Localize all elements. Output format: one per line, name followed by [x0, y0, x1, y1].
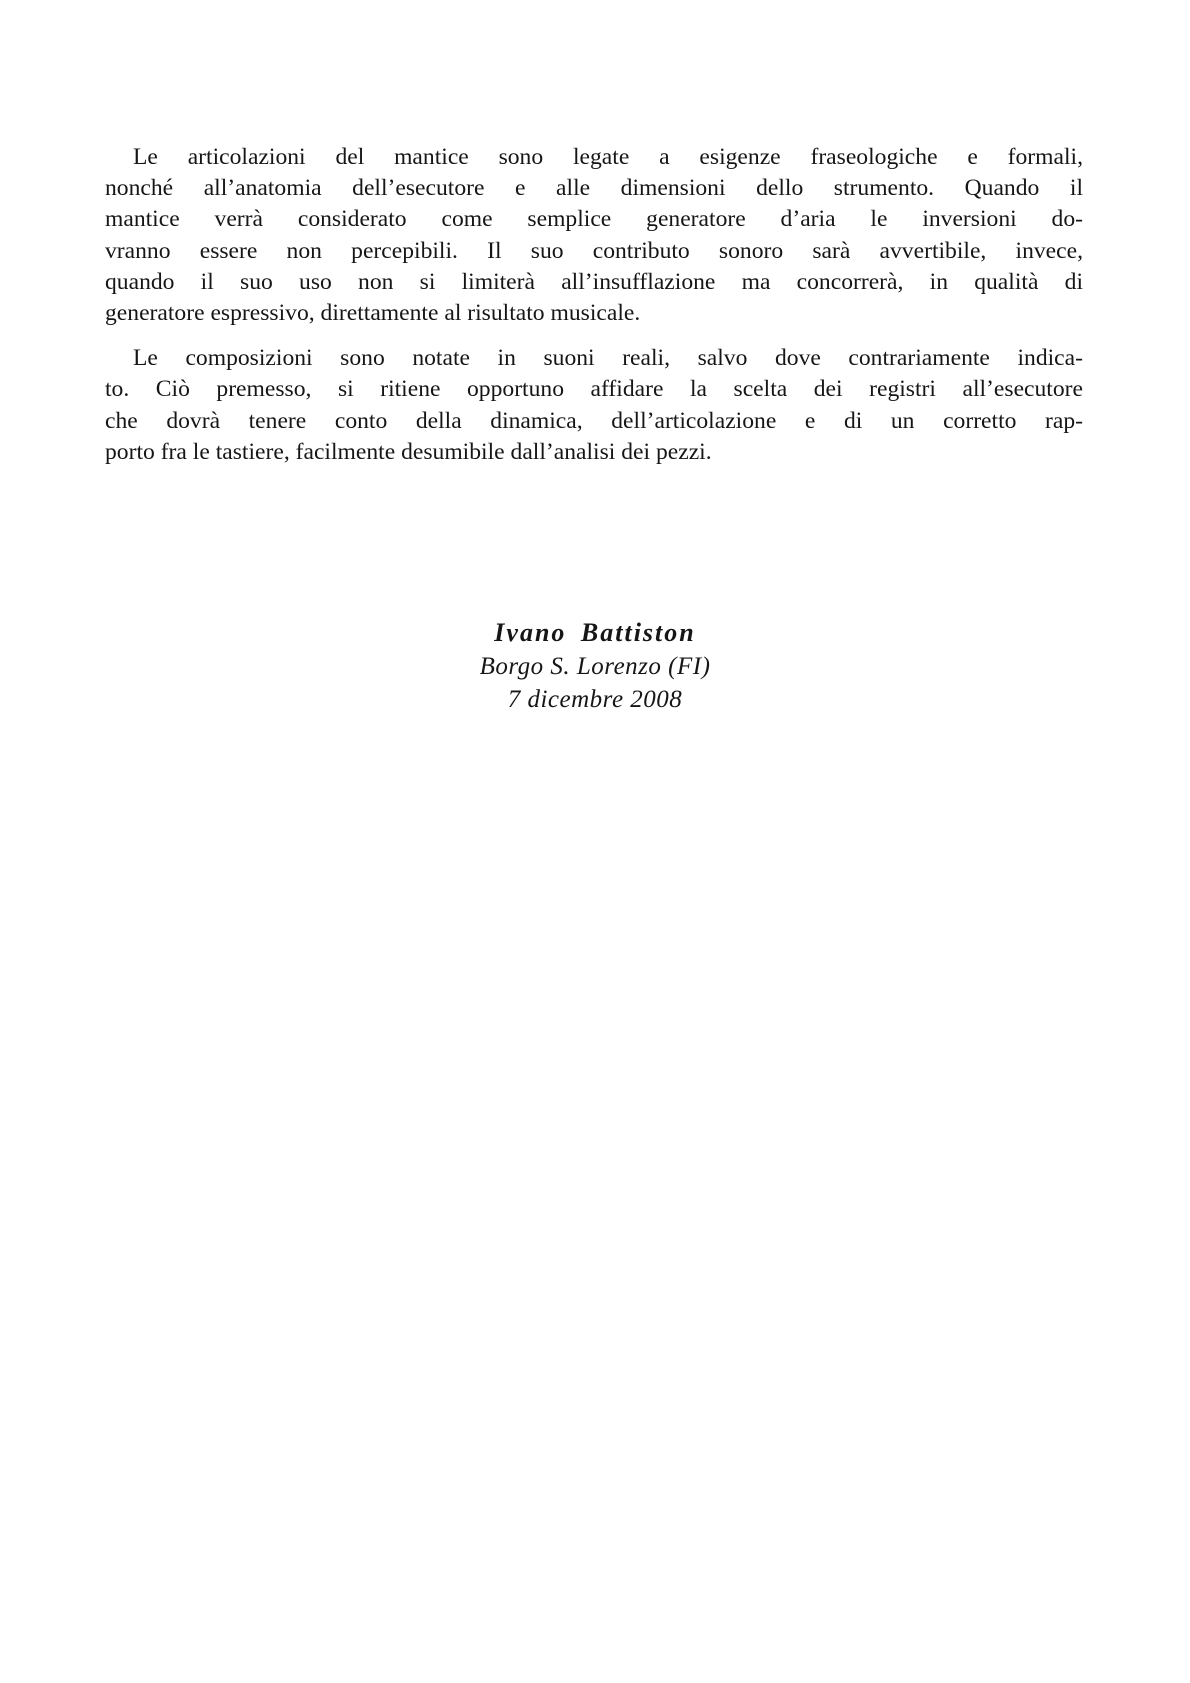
- text-line: generatore espressivo, direttamente al risultato musicale.: [105, 300, 641, 327]
- signature-place: Borgo S. Lorenzo (FI): [479, 653, 711, 680]
- body-text: [105, 142, 1083, 468]
- author-name: Ivano Battiston: [494, 618, 696, 647]
- text-line: che dovrà tenere conto della dinamica, dell’articolazione e di un corretto rap-: [105, 407, 1083, 434]
- signature-date: 7 dicembre 2008: [507, 686, 683, 713]
- text-line: Le composizioni sono notate in suoni reali, salvo dove contrariamente indica-: [133, 345, 1083, 372]
- paragraph-bellows-articulation: [105, 142, 1083, 329]
- text-line: porto fra le tastiere, facilmente desumibile dall’analisi dei pezzi.: [105, 438, 712, 465]
- text-line: vranno essere non percepibili. Il suo contributo sonoro sarà avvertibile, invece,: [105, 237, 1083, 264]
- text-line: Le articolazioni del mantice sono legate a esigenze fraseologiche e formali,: [133, 144, 1083, 170]
- signature-block: [0, 616, 1190, 716]
- text-line: nonché all’anatomia dell’esecutore e alle dimensioni dello strumento. Quando il: [105, 175, 1083, 202]
- paragraph-compositions-notation: [105, 343, 1083, 468]
- text-line: mantice verrà considerato come semplice generatore d’aria le inversioni do-: [105, 206, 1083, 233]
- text-line: quando il suo uso non si limiterà all’insufflazione ma concorrerà, in qualità di: [105, 268, 1083, 295]
- text-line: to. Ciò premesso, si ritiene opportuno affidare la scelta dei registri all’esecutore: [105, 376, 1083, 403]
